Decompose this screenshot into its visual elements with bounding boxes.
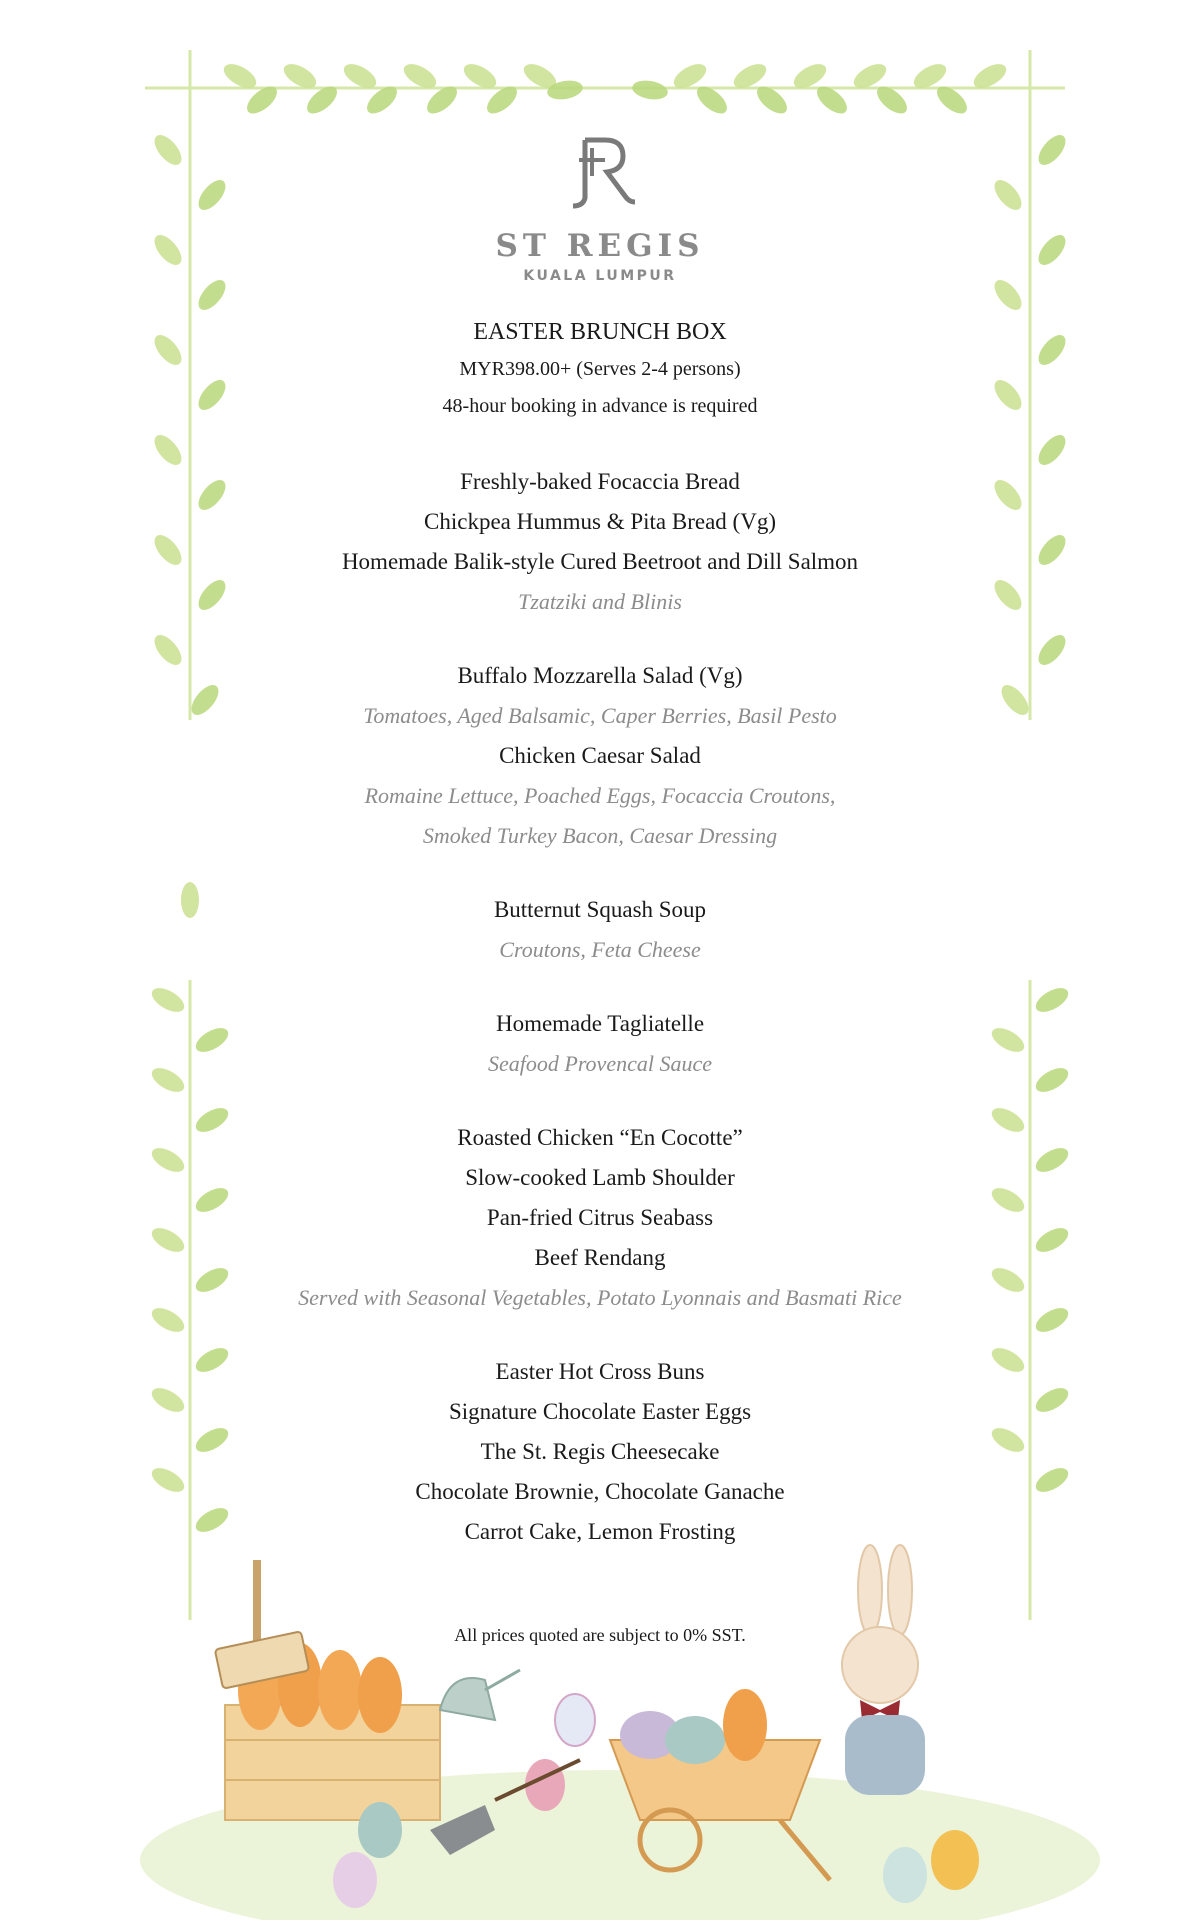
easter-egg-illustration (333, 1852, 377, 1908)
shovel-illustration (430, 1760, 580, 1855)
menu-item: Homemade Balik-style Cured Beetroot and Dill Salmon (341, 549, 859, 574)
menu-item-description: Seafood Provencal Sauce (488, 1051, 712, 1076)
watering-can-illustration (440, 1670, 520, 1720)
menu-price: MYR398.00+ (Serves 2-4 persons) (459, 358, 741, 380)
tax-footnote: All prices quoted are subject to 0% SST. (454, 1625, 746, 1645)
menu-item: Chickpea Hummus & Pita Bread (Vg) (424, 509, 776, 534)
menu-item: Freshly-baked Focaccia Bread (460, 469, 740, 494)
easter-egg-illustration (555, 1694, 595, 1746)
easter-egg-illustration (883, 1847, 927, 1903)
menu-item: Roasted Chicken “En Cocotte” (457, 1125, 743, 1150)
menu-item: Homemade Tagliatelle (495, 1011, 705, 1036)
menu-item: Chicken Caesar Salad (499, 743, 701, 768)
menu-item: The St. Regis Cheesecake (480, 1439, 720, 1464)
menu-item: Signature Chocolate Easter Eggs (448, 1399, 752, 1424)
menu-item: Butternut Squash Soup (493, 897, 707, 922)
brand-name: ST REGIS (495, 228, 705, 264)
easter-garden-illustration (140, 1545, 1100, 1920)
brand-city: KUALA LUMPUR (523, 268, 677, 284)
menu-item: Pan-fried Citrus Seabass (486, 1205, 714, 1230)
easter-egg-illustration (931, 1830, 979, 1890)
menu-item: Chocolate Brownie, Chocolate Ganache (415, 1479, 785, 1504)
menu-item-description: Romaine Lettuce, Poached Eggs, Focaccia Croutons, (364, 783, 836, 808)
menu-item-description: Served with Seasonal Vegetables, Potato Lyonnais and Basmati Rice (298, 1285, 902, 1310)
menu-booking-note: 48-hour booking in advance is required (442, 395, 758, 417)
menu-item: Beef Rendang (534, 1245, 666, 1270)
menu-item: Easter Hot Cross Buns (495, 1359, 705, 1384)
menu-item-description: Tomatoes, Aged Balsamic, Caper Berries, Basil Pesto (363, 703, 837, 728)
easter-egg-illustration (525, 1759, 565, 1811)
menu-item: Carrot Cake, Lemon Frosting (464, 1519, 736, 1544)
menu-item: Buffalo Mozzarella Salad (Vg) (457, 663, 743, 688)
menu-title: EASTER BRUNCH BOX (473, 319, 727, 345)
menu-content (0, 313, 1200, 1552)
menu-item: Slow-cooked Lamb Shoulder (465, 1165, 735, 1190)
bunny-illustration (842, 1545, 925, 1795)
hotel-logo (0, 130, 1200, 284)
menu-item-description: Croutons, Feta Cheese (499, 937, 701, 962)
carrot-crate-illustration (225, 1643, 440, 1820)
menu-item-description: Tzatziki and Blinis (518, 589, 682, 614)
wheelbarrow-illustration (610, 1689, 830, 1880)
menu-item-description: Smoked Turkey Bacon, Caesar Dressing (422, 823, 778, 848)
st-regis-monogram-icon (555, 130, 645, 210)
easter-egg-illustration (358, 1802, 402, 1858)
